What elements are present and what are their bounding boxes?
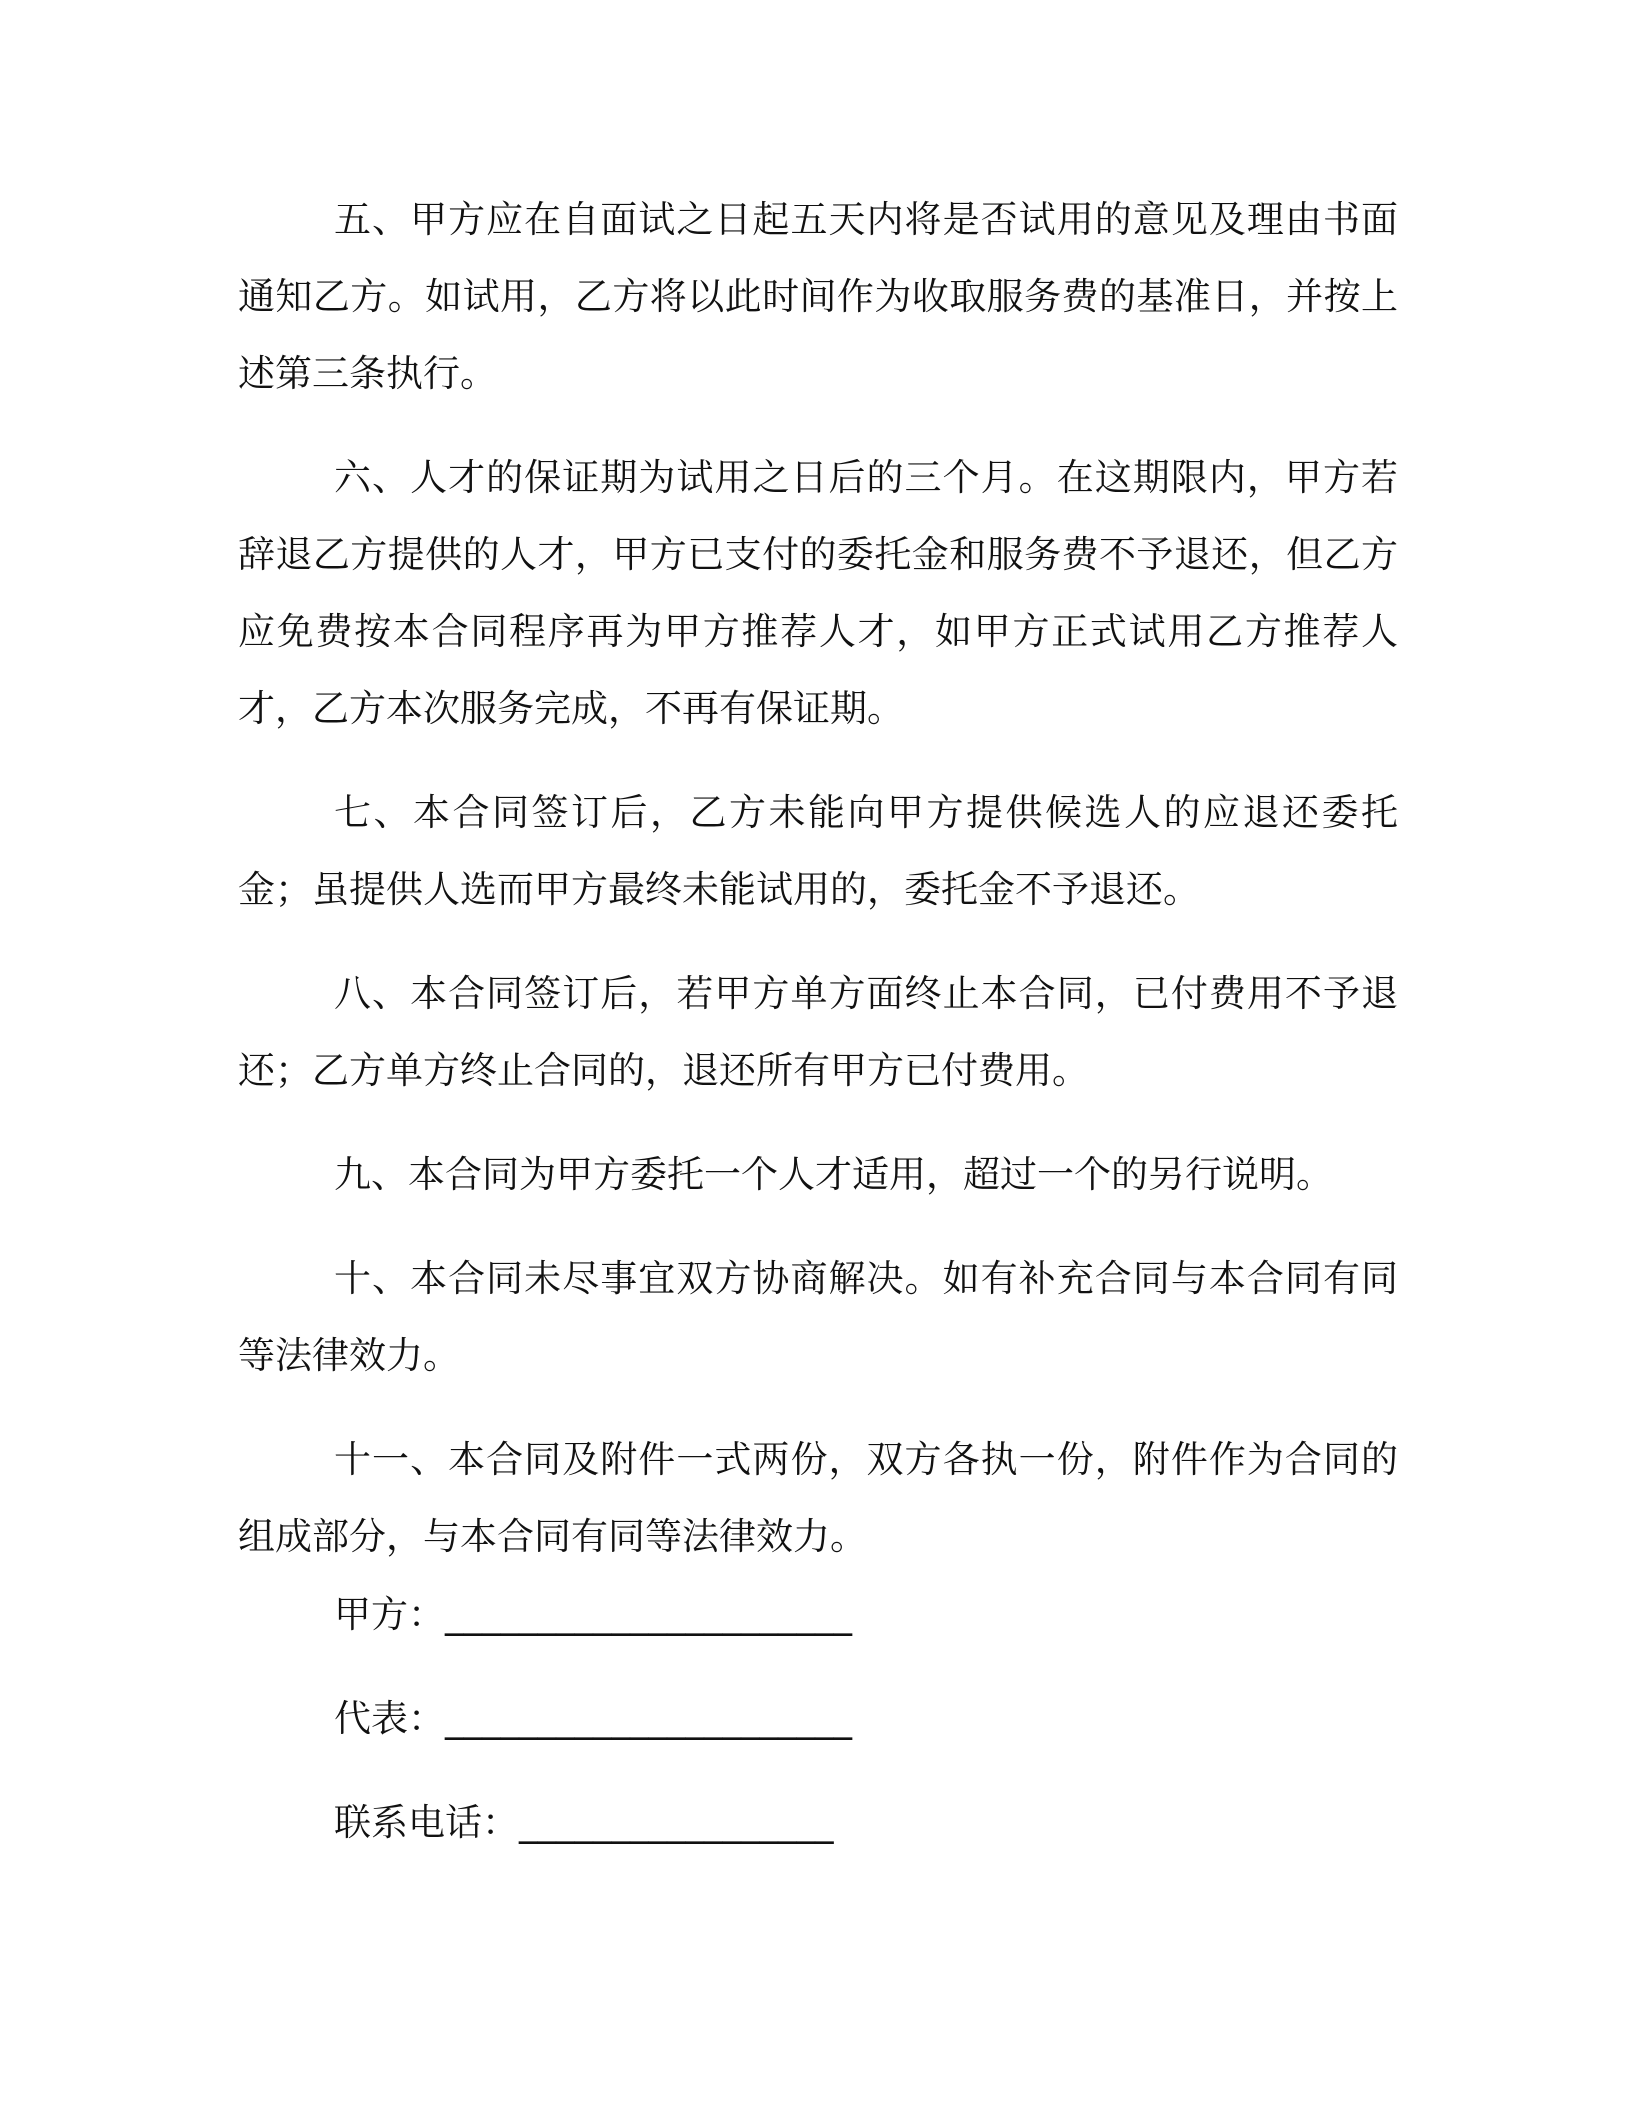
phone-blank: _________________ (519, 1801, 834, 1844)
phone-label: 联系电话： (334, 1801, 519, 1844)
clause-5: 五、甲方应在自面试之日起五天内将是否试用的意见及理由书面通知乙方。如试用，乙方将以此时间作为收取服务费的基准日，并按上述第三条执行。 (238, 198, 1398, 395)
representative-label: 代表： (334, 1697, 445, 1740)
contract-clauses (238, 181, 1398, 1602)
clause-7: 七、本合同签订后，乙方未能向甲方提供候选人的应退还委托金；虽提供人选而甲方最终未能试用的，委托金不予退还。 (238, 791, 1398, 911)
clause-9: 九、本合同为甲方委托一个人才适用，超过一个的另行说明。 (334, 1153, 1333, 1196)
party-a-blank: ______________________ (445, 1593, 852, 1636)
clause-11: 十一、本合同及附件一式两份，双方各执一份，附件作为合同的组成部分，与本合同有同等法律效力。 (238, 1438, 1398, 1558)
party-a-signature-line (334, 1590, 1234, 1640)
party-a-label: 甲方： (334, 1593, 445, 1636)
clause-8: 八、本合同签订后，若甲方单方面终止本合同，已付费用不予退还；乙方单方终止合同的，退还所有甲方已付费用。 (238, 972, 1398, 1092)
clause-10: 十、本合同未尽事宜双方协商解决。如有补充合同与本合同有同等法律效力。 (238, 1257, 1398, 1377)
representative-blank: ______________________ (445, 1697, 852, 1740)
phone-signature-line (334, 1798, 1234, 1848)
clause-6: 六、人才的保证期为试用之日后的三个月。在这期限内，甲方若辞退乙方提供的人才，甲方已支付的委托金和服务费不予退还，但乙方应免费按本合同程序再为甲方推荐人才，如甲方正式试用乙方推荐人才，乙方本次服务完成，不再有保证期。 (238, 456, 1398, 730)
representative-signature-line (334, 1694, 1234, 1744)
signature-block (334, 1590, 1234, 1902)
